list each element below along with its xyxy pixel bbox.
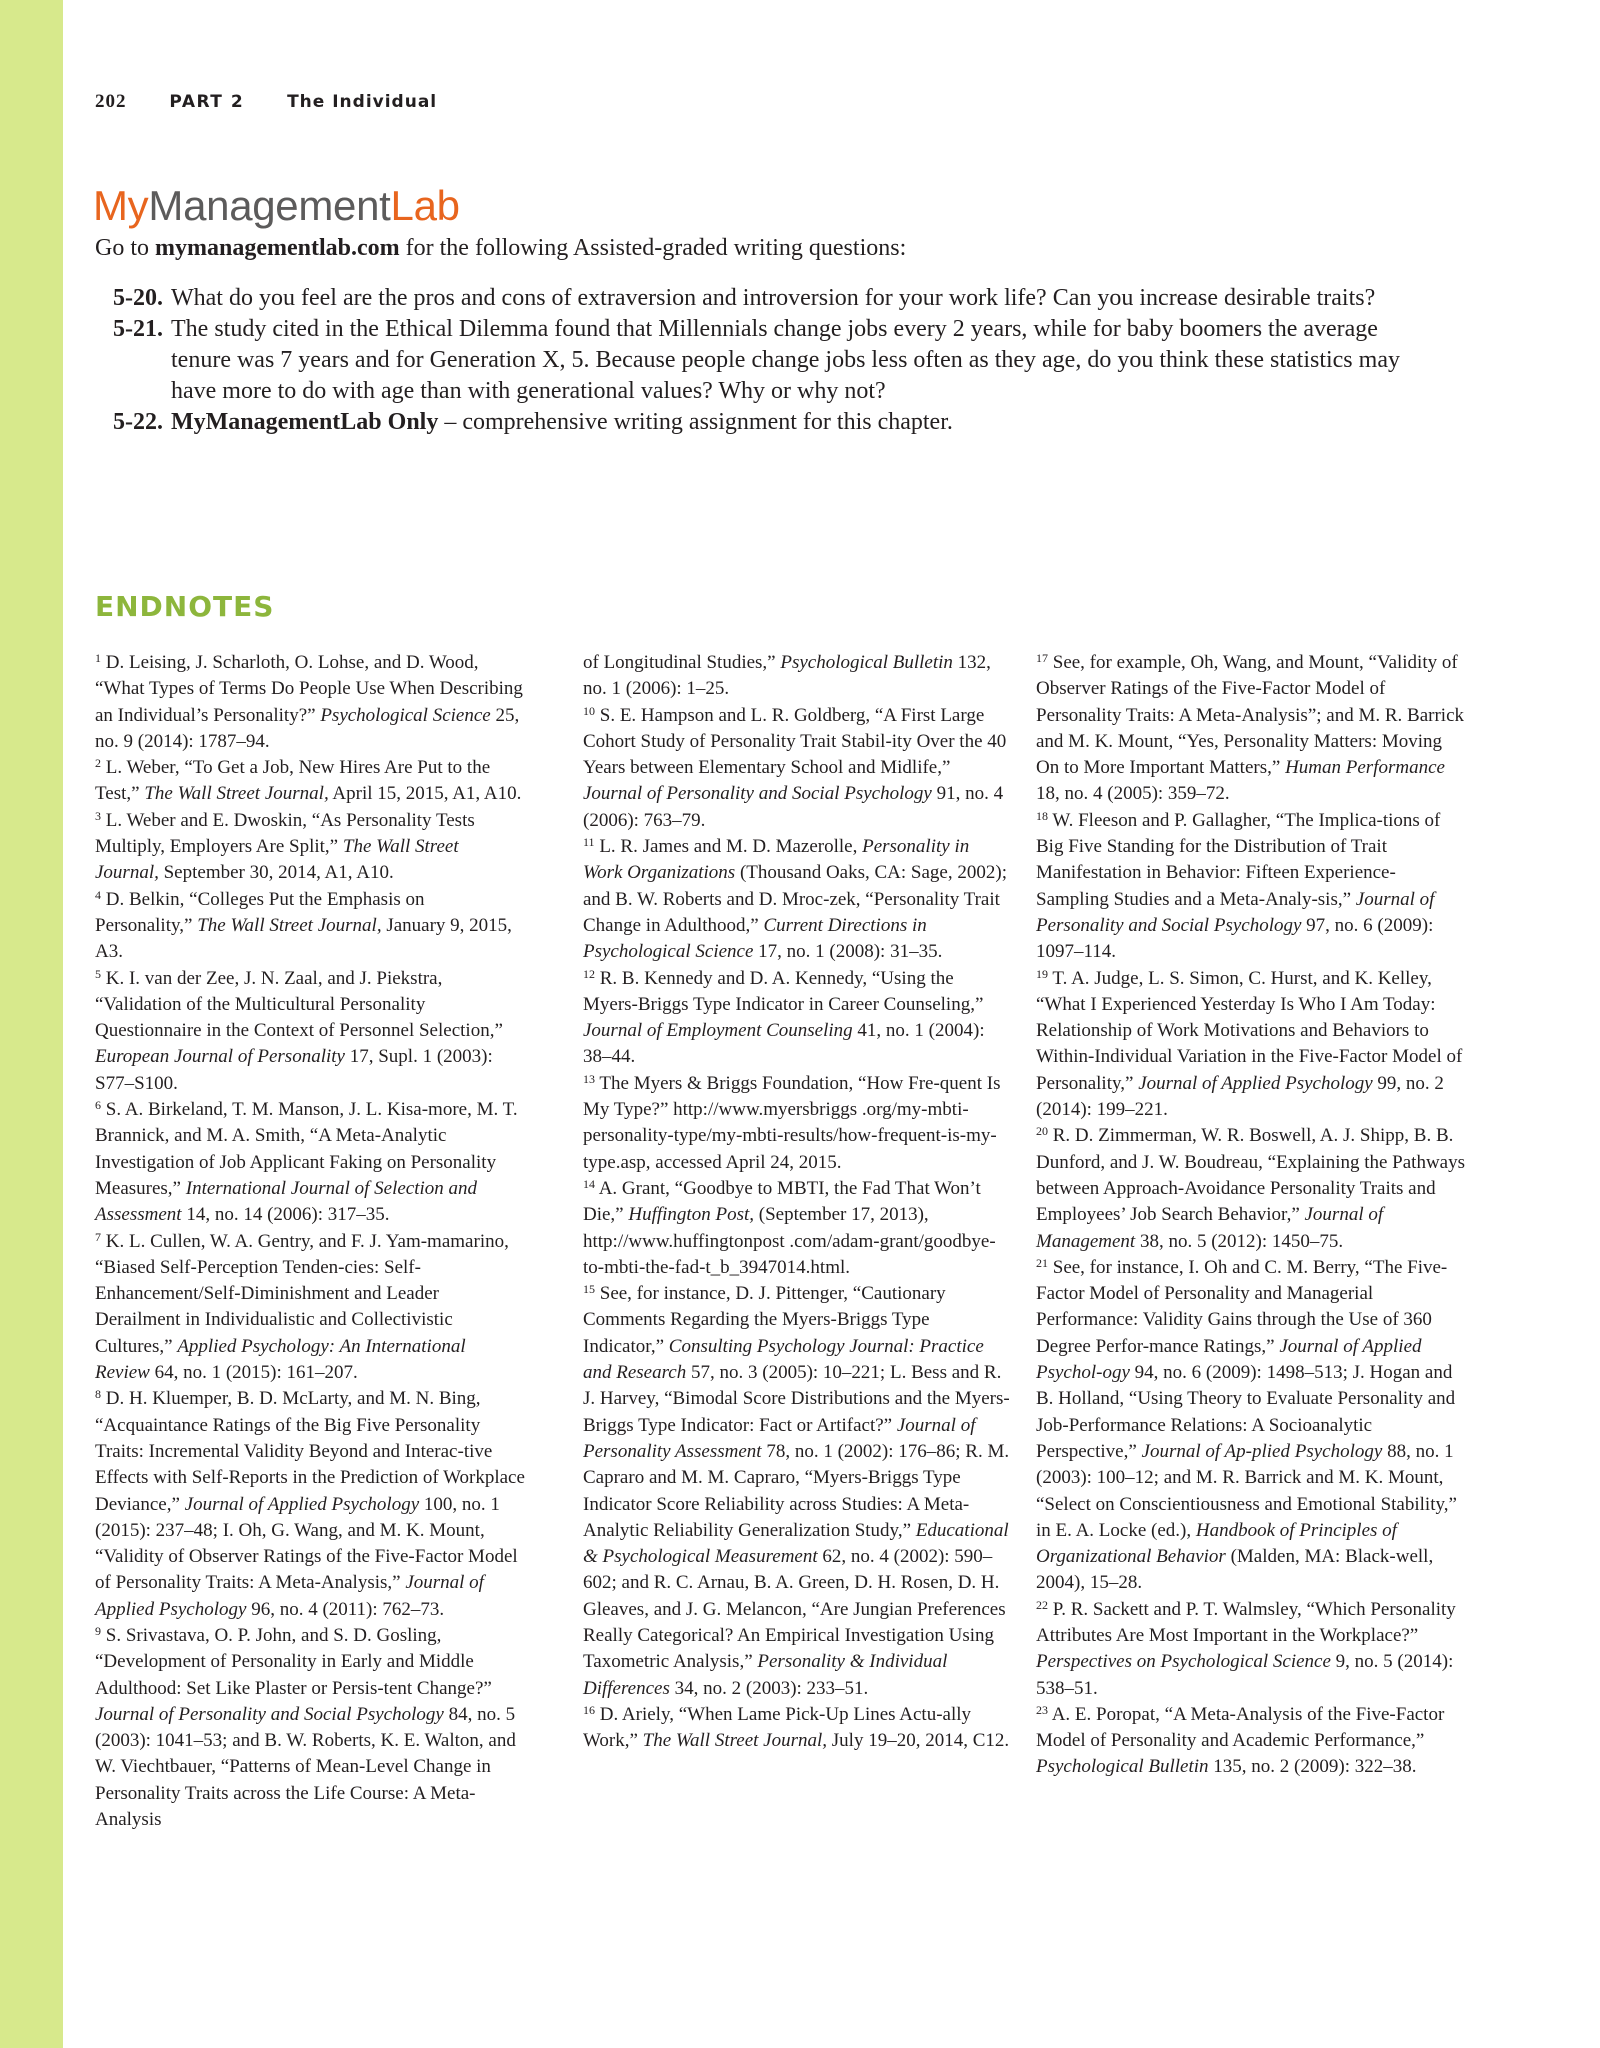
endnote-number: 2 xyxy=(95,756,101,771)
title-management: Management xyxy=(148,182,391,229)
endnote-text: 88, no. 1 (2003): 100–12; and M. R. Barrick and M. K. Mount, “Select on Conscientiousness and Emotional Stability,” in E. A. Locke (ed.), xyxy=(1036,1440,1457,1541)
endnote xyxy=(1036,966,1466,1124)
endnote-text: R. D. Zimmerman, W. R. Boswell, A. J. Shipp, B. B. Dunford, and J. W. Boudreau, “Explaining the Pathways between Approach-Avoidance Personality Traits and Employees’ Job Search Behavior,” xyxy=(1036,1125,1466,1226)
endnote xyxy=(1036,1597,1466,1702)
endnote-number: 1 xyxy=(95,651,101,665)
running-head xyxy=(95,91,473,113)
endnote-italic-title: Journal of Employment Counseling xyxy=(583,1020,853,1042)
endnotes-column-2 xyxy=(583,650,1013,1754)
endnote-italic-title: Journal of Applied Psychology xyxy=(95,1572,484,1620)
endnote-text: D. Ariely, “When Lame Pick-Up Lines Actu-ally Work,” xyxy=(583,1703,972,1752)
endnote-text: 34, no. 2 (2003): 233–51. xyxy=(669,1677,869,1699)
endnote xyxy=(95,755,525,808)
endnote xyxy=(583,1702,1013,1755)
endnote-text: January 9, 2015, A3. xyxy=(95,914,512,963)
endnote-italic-title: Educational & Psychological Measurement xyxy=(583,1519,1009,1568)
endnote-text: (September 17, 2013), http://www.huffingtonpost .com/adam-grant/goodbye-to-mbti-the-fad-t_b_3947014.html. xyxy=(583,1204,996,1278)
endnote-text: 100, no. 1 (2015): 237–48; I. Oh, G. Wang, and M. K. Mount, “Validity of Observer Ratings of the Five-Factor Model of Personality Traits: A Meta-Analysis,” xyxy=(95,1493,518,1594)
endnote xyxy=(95,1097,525,1228)
endnote-italic-title: Handbook of Principles of Organizational Behavior xyxy=(1036,1519,1397,1568)
endnote-italic-title: Journal of Management xyxy=(1036,1204,1384,1252)
endnote-text: S. E. Hampson and L. R. Goldberg, “A First Large Cohort Study of Personality Trait Stabil-ity Over the 40 Years between Elementary School and Midlife,” xyxy=(583,704,1007,779)
endnote xyxy=(1036,1702,1466,1781)
endnote-italic-title: Journal of Personality and Social Psychology xyxy=(95,1703,444,1725)
endnote-italic-title: The Wall Street Journal, xyxy=(197,914,382,936)
endnote-text: A. Grant, “Goodbye to MBTI, the Fad That Won’t Die,” xyxy=(583,1177,981,1226)
endnote xyxy=(95,1386,525,1623)
endnote-number: 18 xyxy=(1036,808,1048,823)
endnote-text: July 19–20, 2014, C12. xyxy=(827,1730,1010,1752)
endnote-text: 18, no. 4 (2005): 359–72. xyxy=(1036,783,1230,805)
endnote-number: 20 xyxy=(1036,1124,1048,1139)
endnote xyxy=(95,887,525,966)
endnotes-column-1 xyxy=(95,650,525,1833)
endnote xyxy=(95,1623,525,1833)
endnote-text: 135, no. 2 (2009): 322–38. xyxy=(1208,1756,1417,1778)
endnote xyxy=(1036,1255,1466,1597)
endnote-italic-title: Current Directions in Psychological Science xyxy=(583,914,927,963)
question-5-21 xyxy=(113,314,1413,407)
endnote-text: L. Weber, “To Get a Job, New Hires Are Put to the Test,” xyxy=(95,757,491,805)
endnote-text: D. Belkin, “Colleges Put the Emphasis on Personality,” xyxy=(95,888,425,936)
endnote-number: 17 xyxy=(1036,651,1048,665)
endnote-italic-title: Psychological Bulletin xyxy=(1036,1756,1209,1778)
endnote-italic-title: Human Performance xyxy=(1285,757,1445,779)
endnote-text: See, for instance, I. Oh and C. M. Berry, “The Five-Factor Model of Personality and Managerial Performance: Validity Gains through the Use of 360 Degree Perfor-mance Ratings,” xyxy=(1036,1256,1448,1357)
endnote-text: September 30, 2014, A1, A10. xyxy=(158,862,394,884)
endnote-text: 132, no. 1 (2006): 1–25. xyxy=(583,652,991,700)
question-text: The study cited in the Ethical Dilemma found that Millennials change jobs every 2 years, while for baby boomers the average tenure was 7 years and for Generation X, 5. Because people change jobs less often as they age, do you think these statistics may have more to do with age than with generational values? Why or why not? xyxy=(171,316,1400,404)
endnote-number: 9 xyxy=(95,1623,101,1638)
endnote-italic-title: Journal of Applied Psychology xyxy=(1138,1072,1373,1094)
endnote-text: 14, no. 14 (2006): 317–35. xyxy=(181,1204,390,1226)
mymanagementlab-title xyxy=(93,182,460,230)
intro-prefix: Go to xyxy=(95,235,155,261)
endnote xyxy=(95,1229,525,1387)
endnote xyxy=(583,966,1013,1071)
endnotes-heading: ENDNOTES xyxy=(95,590,275,623)
endnote-number: 7 xyxy=(95,1229,101,1244)
endnote-italic-title: Perspectives on Psychological Science xyxy=(1036,1651,1331,1673)
endnote-text: 62, no. 4 (2002): 590–602; and R. C. Arnau, B. A. Green, D. H. Rosen, D. H. Gleaves, and J. G. Melancon, “Are Jungian Preferences Really Categorical? An Empirical Investigation Using Taxometric Analysis,” xyxy=(583,1546,1006,1673)
endnote-number: 8 xyxy=(95,1387,101,1402)
endnote-number: 3 xyxy=(95,808,101,823)
endnote-text: (Malden, MA: Black-well, 2004), 15–28. xyxy=(1036,1546,1434,1594)
endnote-text: 17, no. 1 (2008): 31–35. xyxy=(753,941,943,963)
title-lab: Lab xyxy=(390,182,460,229)
side-accent-bar xyxy=(0,0,63,2048)
endnote-text: 78, no. 1 (2002): 176–86; R. M. Capraro and M. M. Capraro, “Myers-Briggs Type Indicator Score Reliability across Studies: A Meta-Analytic Reliability Generalization Study,” xyxy=(583,1440,1010,1541)
question-5-20 xyxy=(113,283,1413,314)
endnotes-column-3 xyxy=(1036,650,1466,1781)
endnote-text: T. A. Judge, L. S. Simon, C. Hurst, and K. Kelley, “What I Experienced Yesterday Is Who I Am Today: Relationship of Work Motivations and Behaviors to Within-Individual Variation in the Five-Factor Model of Personality,” xyxy=(1036,967,1463,1094)
endnote-text: K. I. van der Zee, J. N. Zaal, and J. Piekstra, “Validation of the Multicultural Personality Questionnaire in the Context of Personnel Selection,” xyxy=(95,967,503,1042)
endnote xyxy=(583,1176,1013,1281)
question-5-22 xyxy=(113,407,1413,438)
endnote-text: 57, no. 3 (2005): 10–221; L. Bess and R. J. Harvey, “Bimodal Score Distributions and the Myers-Briggs Type Indicator: Fact or Artifact?” xyxy=(583,1362,1010,1436)
title-my: My xyxy=(93,182,149,229)
endnote xyxy=(583,650,1013,703)
endnote-text: 84, no. 5 (2003): 1041–53; and B. W. Roberts, K. E. Walton, and W. Viechtbauer, “Patterns of Mean-Level Change in Personality Traits across the Life Course: A Meta-Analysis xyxy=(95,1703,516,1831)
endnote-number: 12 xyxy=(583,966,595,981)
endnote xyxy=(583,1281,1013,1702)
intro-site-link: mymanagementlab.com xyxy=(155,235,400,261)
endnote-text: W. Fleeson and P. Gallagher, “The Implica-tions of Big Five Standing for the Distribution of Trait Manifestation in Behavior: Fifteen Experience-Sampling Studies and a Meta-Analy-sis,” xyxy=(1036,809,1441,910)
endnote-text: S. A. Birkeland, T. M. Manson, J. L. Kisa-more, M. T. Brannick, and M. A. Smith, “A Meta-Analytic Investigation of Job Applicant Faking on Personality Measures,” xyxy=(95,1099,518,1199)
endnote-text: 91, no. 4 (2006): 763–79. xyxy=(583,783,1004,831)
endnote-text: D. Leising, J. Scharloth, O. Lohse, and D. Wood, “What Types of Terms Do People Use When Describing an Individual’s Personality?” xyxy=(95,652,523,726)
endnote-italic-title: Journal of Personality and Social Psychology xyxy=(583,783,932,805)
page-number: 202 xyxy=(95,91,127,112)
endnote-text: 9, no. 5 (2014): 538–51. xyxy=(1036,1651,1454,1699)
question-number: 5-22. xyxy=(113,409,163,435)
endnote-text: 41, no. 1 (2004): 38–44. xyxy=(583,1020,985,1068)
endnote-text: 64, no. 1 (2015): 161–207. xyxy=(149,1362,358,1384)
endnote-text: See, for example, Oh, Wang, and Mount, “Validity of Observer Ratings of the Five-Factor Model of Personality Traits: A Meta-Analysis”; and M. R. Barrick and M. K. Mount, “Yes, Personality Matters: Moving On to More Important Matters,” xyxy=(1036,652,1465,779)
question-text: What do you feel are the pros and cons of extraversion and introversion for your work life? Can you increase desirable traits? xyxy=(171,285,1376,311)
endnote xyxy=(583,703,1013,834)
endnote xyxy=(1036,650,1466,808)
endnote-number: 22 xyxy=(1036,1597,1048,1612)
endnote-italic-title: European Journal of Personality xyxy=(95,1046,345,1068)
endnote xyxy=(1036,808,1466,966)
endnote-text: See, for instance, D. J. Pittenger, “Cautionary Comments Regarding the Myers-Briggs Type Indicator,” xyxy=(583,1283,946,1357)
endnote-text: 25, no. 9 (2014): 1787–94. xyxy=(95,704,520,752)
question-bold-text: MyManagementLab Only xyxy=(171,409,439,435)
questions-list xyxy=(113,283,1413,438)
endnote-number: 4 xyxy=(95,887,101,902)
endnote-text: of Longitudinal Studies,” xyxy=(583,652,781,673)
endnote-number: 15 xyxy=(583,1282,595,1297)
endnote-text: K. L. Cullen, W. A. Gentry, and F. J. Yam-mamarino, “Biased Self-Perception Tenden-cies: Self-Enhancement/Self-Diminishment and Leader Derailment in Individualistic and Collectivistic Cultures,” xyxy=(95,1230,509,1357)
endnote-italic-title: Consulting Psychology Journal: Practice and Research xyxy=(583,1335,984,1384)
endnote-text: L. R. James and M. D. Mazerolle, xyxy=(599,836,863,858)
endnote-number: 14 xyxy=(583,1176,595,1191)
endnote xyxy=(583,834,1013,965)
endnote-text: S. Srivastava, O. P. John, and S. D. Gosling, “Development of Personality in Early and Middle Adulthood: Set Like Plaster or Persis-tent Change?” xyxy=(95,1624,492,1699)
endnote-italic-title: The Wall Street Journal, xyxy=(642,1730,828,1752)
endnote-text: 17, Supl. 1 (2003): S77–S100. xyxy=(95,1046,493,1094)
endnote-number: 19 xyxy=(1036,966,1048,981)
endnote xyxy=(1036,1123,1466,1254)
endnote-text: 94, no. 6 (2009): 1498–513; J. Hogan and B. Holland, “Using Theory to Evaluate Personality and Job-Performance Relations: A Socioanalytic Perspective,” xyxy=(1036,1362,1456,1462)
intro-line xyxy=(95,235,906,262)
part-title: The Individual xyxy=(287,92,438,112)
endnote-text: D. H. Kluemper, B. D. McLarty, and M. N. Bing, “Acquaintance Ratings of the Big Five Personality Traits: Incremental Validity Beyond and Interac-tive Effects with Self-Reports in the Prediction of Workplace Deviance,” xyxy=(95,1388,525,1515)
endnote-number: 10 xyxy=(583,703,595,718)
endnote-text: 96, no. 4 (2011): 762–73. xyxy=(246,1598,445,1620)
endnote-italic-title: Psychological Bulletin xyxy=(780,652,953,673)
endnote-text: The Myers & Briggs Foundation, “How Fre-quent Is My Type?” http://www.myersbriggs .org/my-mbti-personality-type/my-mbti-results/how-frequent-is-my-type.asp, accessed April 24, 2015. xyxy=(583,1072,1001,1173)
endnote xyxy=(95,808,525,887)
intro-suffix: for the following Assisted-graded writing questions: xyxy=(399,235,907,261)
question-number: 5-20. xyxy=(113,285,163,311)
endnote-number: 16 xyxy=(583,1702,595,1717)
endnote-italic-title: Journal of Personality and Social Psychology xyxy=(1036,888,1435,936)
endnote-number: 5 xyxy=(95,966,101,981)
endnote-italic-title: Psychological Science xyxy=(320,704,491,726)
endnote-text: 38, no. 5 (2012): 1450–75. xyxy=(1135,1230,1344,1252)
endnote-number: 23 xyxy=(1036,1702,1048,1717)
endnote-text: A. E. Poropat, “A Meta-Analysis of the Five-Factor Model of Personality and Academic Performance,” xyxy=(1036,1703,1445,1752)
question-number: 5-21. xyxy=(113,316,163,342)
endnote-italic-title: Personality & Individual Differences xyxy=(583,1651,948,1699)
endnote-text: 97, no. 6 (2009): 1097–114. xyxy=(1036,914,1434,963)
endnote-text: April 15, 2015, A1, A10. xyxy=(328,783,522,805)
endnote-text: 99, no. 2 (2014): 199–221. xyxy=(1036,1072,1444,1121)
endnote-text: P. R. Sackett and P. T. Walmsley, “Which Personality Attributes Are Most Important in the Workplace?” xyxy=(1036,1598,1456,1646)
endnote-italic-title: Huffington Post, xyxy=(628,1204,754,1226)
endnote xyxy=(583,1071,1013,1176)
endnote-number: 6 xyxy=(95,1098,101,1113)
part-label: PART 2 xyxy=(169,92,245,112)
endnote-italic-title: International Journal of Selection and Assessment xyxy=(95,1177,478,1226)
endnote-number: 21 xyxy=(1036,1255,1048,1270)
question-text: – comprehensive writing assignment for this chapter. xyxy=(438,409,953,435)
endnote-italic-title: Journal of Ap-plied Psychology xyxy=(1141,1440,1383,1462)
endnote-italic-title: Journal of Applied Psychol-ogy xyxy=(1036,1335,1422,1384)
endnote-number: 11 xyxy=(583,835,595,850)
endnote-text: L. Weber and E. Dwoskin, “As Personality Tests Multiply, Employers Are Split,” xyxy=(95,809,475,858)
endnote-text: R. B. Kennedy and D. A. Kennedy, “Using the Myers-Briggs Type Indicator in Career Counseling,” xyxy=(583,967,984,1015)
endnote-italic-title: The Wall Street Journal, xyxy=(144,783,329,805)
endnote-italic-title: The Wall Street Journal, xyxy=(95,836,459,884)
endnote-number: 13 xyxy=(583,1071,595,1086)
endnote-italic-title: Journal of Applied Psychology xyxy=(184,1493,420,1515)
endnote-italic-title: Journal of Personality Assessment xyxy=(583,1414,976,1462)
endnote-text: (Thousand Oaks, CA: Sage, 2002); and B. W. Roberts and D. Mroc-zek, “Personality Trait Change in Adulthood,” xyxy=(583,862,1007,936)
endnote-italic-title: Applied Psychology: An International Review xyxy=(95,1335,466,1384)
endnote xyxy=(95,650,525,755)
endnote-italic-title: Personality in Work Organizations xyxy=(583,836,970,884)
endnote xyxy=(95,966,525,1097)
